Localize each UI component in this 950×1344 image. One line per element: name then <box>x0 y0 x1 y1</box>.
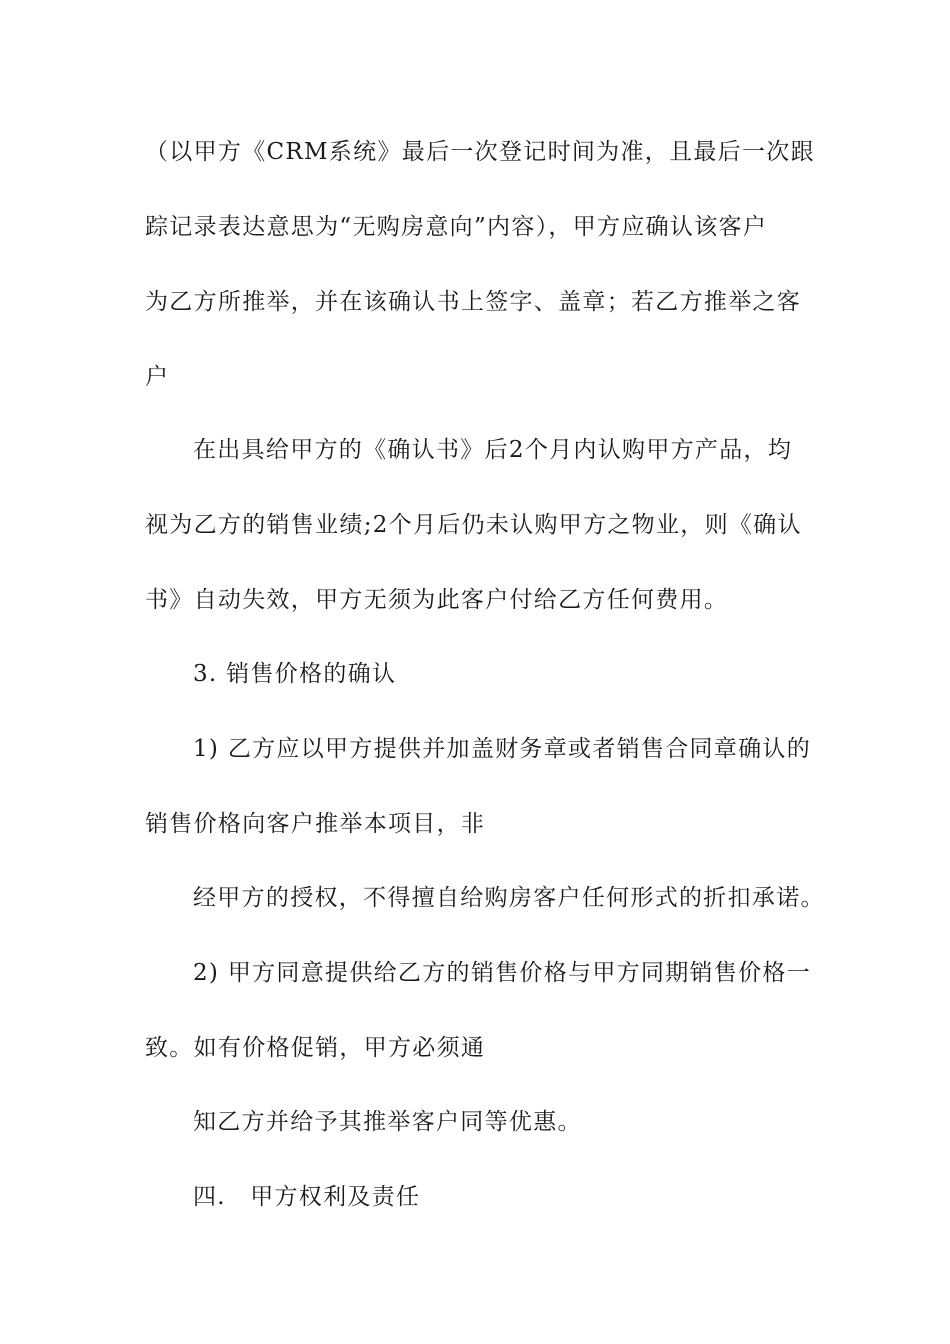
text-line: 视为乙方的销售业绩;2个月后仍未认购甲方之物业，则《确认 <box>145 512 802 538</box>
text-line: 在出具给甲方的《确认书》后2个月内认购甲方产品，均 <box>193 437 793 463</box>
text-line: 致。如有价格促销，甲方必须通 <box>145 1035 486 1061</box>
text-line: 2) 甲方同意提供给乙方的销售价格与甲方同期销售价格一 <box>193 960 812 986</box>
text-line: 经甲方的授权，不得擅自给购房客户任何形式的折扣承诺。 <box>193 885 825 911</box>
text-line: 知乙方并给予其推举客户同等优惠。 <box>193 1109 582 1135</box>
text-line: （以甲方《CRM系统》最后一次登记时间为准，且最后一次跟 <box>145 139 815 165</box>
text-line: 为乙方所推举，并在该确认书上签字、盖章；若乙方推举之客 <box>145 289 802 315</box>
text-line: 户 <box>145 364 170 390</box>
text-line: 销售价格向客户推举本项目，非 <box>145 811 486 837</box>
text-line: 书》自动失效，甲方无须为此客户付给乙方任何费用。 <box>145 587 729 613</box>
section-heading: 四. 甲方权利及责任 <box>193 1184 421 1210</box>
section-heading: 3. 销售价格的确认 <box>193 661 397 687</box>
text-line: 1) 乙方应以甲方提供并加盖财务章或者销售合同章确认的 <box>193 736 812 762</box>
text-line: 踪记录表达意思为“无购房意向”内容），甲方应确认该客户 <box>145 214 768 240</box>
